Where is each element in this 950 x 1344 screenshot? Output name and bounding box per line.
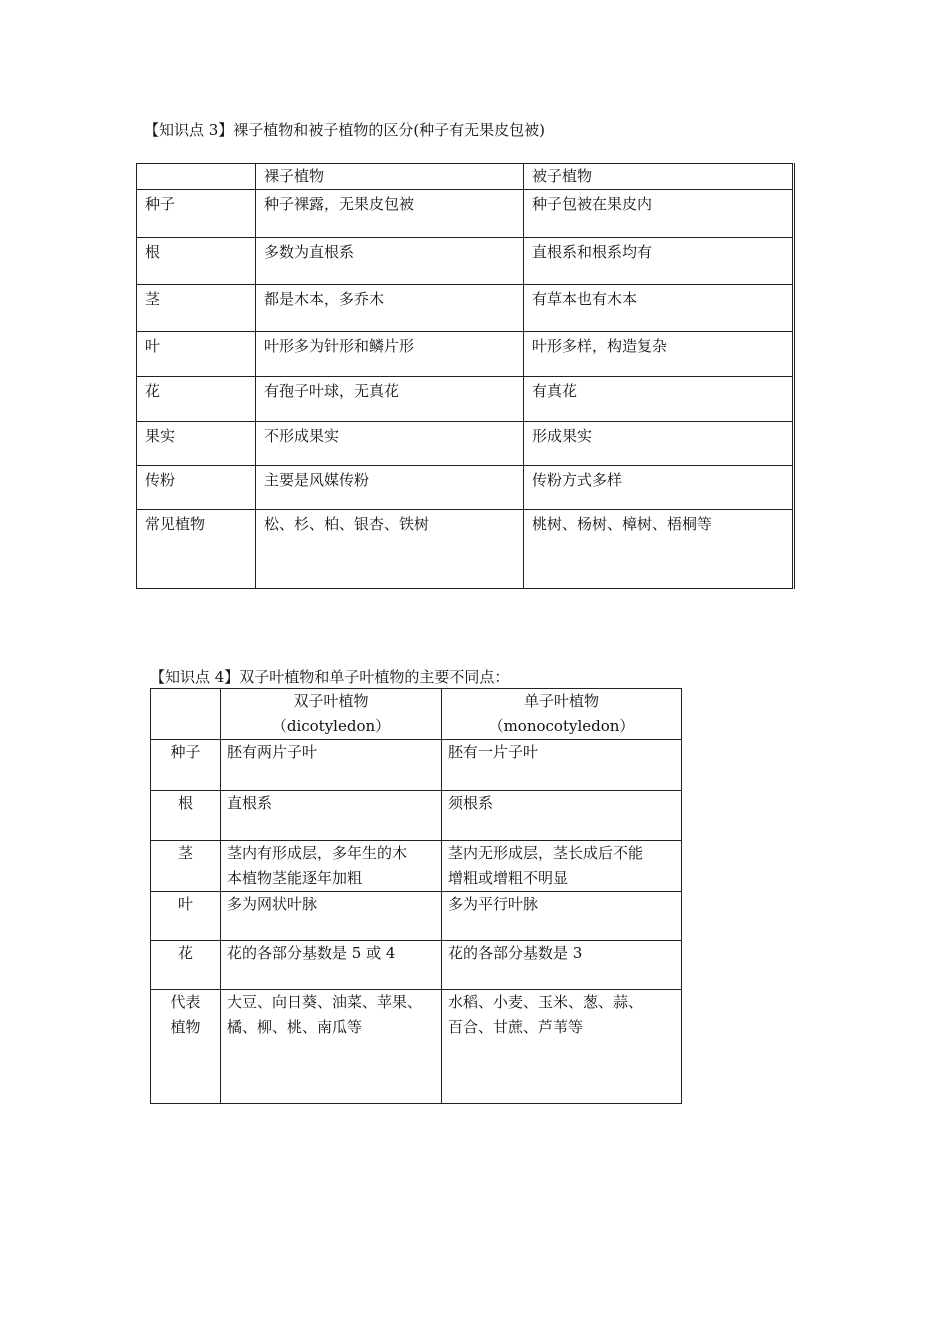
row-label: 种子 [137, 190, 256, 238]
cell-line: 茎 [177, 844, 193, 862]
cell-line: 根 [177, 794, 193, 812]
cell-line: 水稻、小麦、玉米、葱、蒜、 [448, 993, 644, 1011]
table-cell: 有草本也有木本 [524, 285, 794, 332]
table-cell: 不形成果实 [256, 422, 524, 466]
table-cell: 叶形多样，构造复杂 [524, 332, 794, 377]
cell-line: 花的各部分基数是 5 或 4 [227, 944, 396, 962]
table-header-row [151, 689, 682, 740]
table-cell: 主要是风媒传粉 [256, 466, 524, 510]
table-row [137, 377, 794, 422]
cell-line: 直根系 [227, 794, 273, 812]
table-cell: 有孢子叶球，无真花 [256, 377, 524, 422]
cell-line: 多为平行叶脉 [448, 895, 539, 913]
header-latin: （dicotyledon） [271, 717, 391, 735]
row-label: 叶 [137, 332, 256, 377]
row-label: 常见植物 [137, 510, 256, 589]
cell-line: 种子 [170, 743, 201, 761]
header-cell-dicot [221, 689, 442, 740]
cell-line: 多为网状叶脉 [227, 895, 318, 913]
cell-line: 茎内无形成层，茎长成后不能 [448, 844, 644, 862]
table-cell [221, 841, 442, 892]
table-cell: 叶形多为针形和鳞片形 [256, 332, 524, 377]
table-row [137, 190, 794, 238]
row-label: 花 [137, 377, 256, 422]
row-label [151, 791, 221, 841]
header-cell: 被子植物 [524, 164, 794, 190]
table-row [137, 285, 794, 332]
cell-line: 橘、柳、桃、南瓜等 [227, 1018, 363, 1036]
table-cell [221, 990, 442, 1104]
table-cell [221, 791, 442, 841]
table-row [151, 892, 682, 941]
cell-line: 花 [177, 944, 193, 962]
section3-title: 【知识点 3】裸子植物和被子植物的区分(种子有无果皮包被) [144, 121, 546, 139]
table-cell: 种子裸露，无果皮包被 [256, 190, 524, 238]
header-cell [137, 164, 256, 190]
table-row [137, 466, 794, 510]
table-row [151, 990, 682, 1104]
cell-line: 植物 [170, 1018, 201, 1036]
table-cell: 直根系和根系均有 [524, 238, 794, 285]
cell-line: 代表 [170, 993, 201, 1011]
table-row [151, 740, 682, 791]
table-row [151, 941, 682, 990]
table-cell [442, 990, 682, 1104]
table-cell [221, 892, 442, 941]
table-row [137, 422, 794, 466]
header-cell: 裸子植物 [256, 164, 524, 190]
table-row [137, 238, 794, 285]
table-cell [221, 941, 442, 990]
cell-line: 增粗或增粗不明显 [448, 869, 569, 887]
row-label [151, 841, 221, 892]
cell-line: 须根系 [448, 794, 494, 812]
cell-line: 百合、甘蔗、芦苇等 [448, 1018, 584, 1036]
header-name: 单子叶植物 [523, 692, 599, 710]
cell-line: 花的各部分基数是 3 [448, 944, 583, 962]
row-label [151, 740, 221, 791]
row-label [151, 892, 221, 941]
table-header-row [137, 164, 794, 190]
table-cell: 种子包被在果皮内 [524, 190, 794, 238]
dicot-monocot-table [150, 688, 682, 1104]
header-latin: （monocotyledon） [488, 717, 635, 735]
cell-line: 茎内有形成层，多年生的木 [227, 844, 408, 862]
table-cell [442, 841, 682, 892]
cell-line: 叶 [177, 895, 193, 913]
table-cell: 多数为直根系 [256, 238, 524, 285]
cell-line: 胚有一片子叶 [448, 743, 539, 761]
header-name: 双子叶植物 [293, 692, 369, 710]
row-label: 果实 [137, 422, 256, 466]
section4-title: 【知识点 4】双子叶植物和单子叶植物的主要不同点： [150, 668, 510, 686]
header-cell [151, 689, 221, 740]
table-cell: 传粉方式多样 [524, 466, 794, 510]
table-cell [442, 791, 682, 841]
row-label: 茎 [137, 285, 256, 332]
table-row [151, 791, 682, 841]
row-label: 传粉 [137, 466, 256, 510]
table-cell: 形成果实 [524, 422, 794, 466]
row-label [151, 941, 221, 990]
table-row [137, 332, 794, 377]
table-cell [442, 941, 682, 990]
row-label: 根 [137, 238, 256, 285]
table-cell: 都是木本，多乔木 [256, 285, 524, 332]
gymnosperm-angiosperm-table [136, 163, 795, 589]
table-cell [442, 740, 682, 791]
table-row [137, 510, 794, 589]
row-label [151, 990, 221, 1104]
table-cell: 有真花 [524, 377, 794, 422]
table-cell [221, 740, 442, 791]
header-cell-monocot [442, 689, 682, 740]
table-cell: 松、杉、柏、银杏、铁树 [256, 510, 524, 589]
cell-line: 本植物茎能逐年加粗 [227, 869, 363, 887]
cell-line: 胚有两片子叶 [227, 743, 318, 761]
table-cell [442, 892, 682, 941]
table-cell: 桃树、杨树、樟树、梧桐等 [524, 510, 794, 589]
cell-line: 大豆、向日葵、油菜、苹果、 [227, 993, 423, 1011]
table-row [151, 841, 682, 892]
